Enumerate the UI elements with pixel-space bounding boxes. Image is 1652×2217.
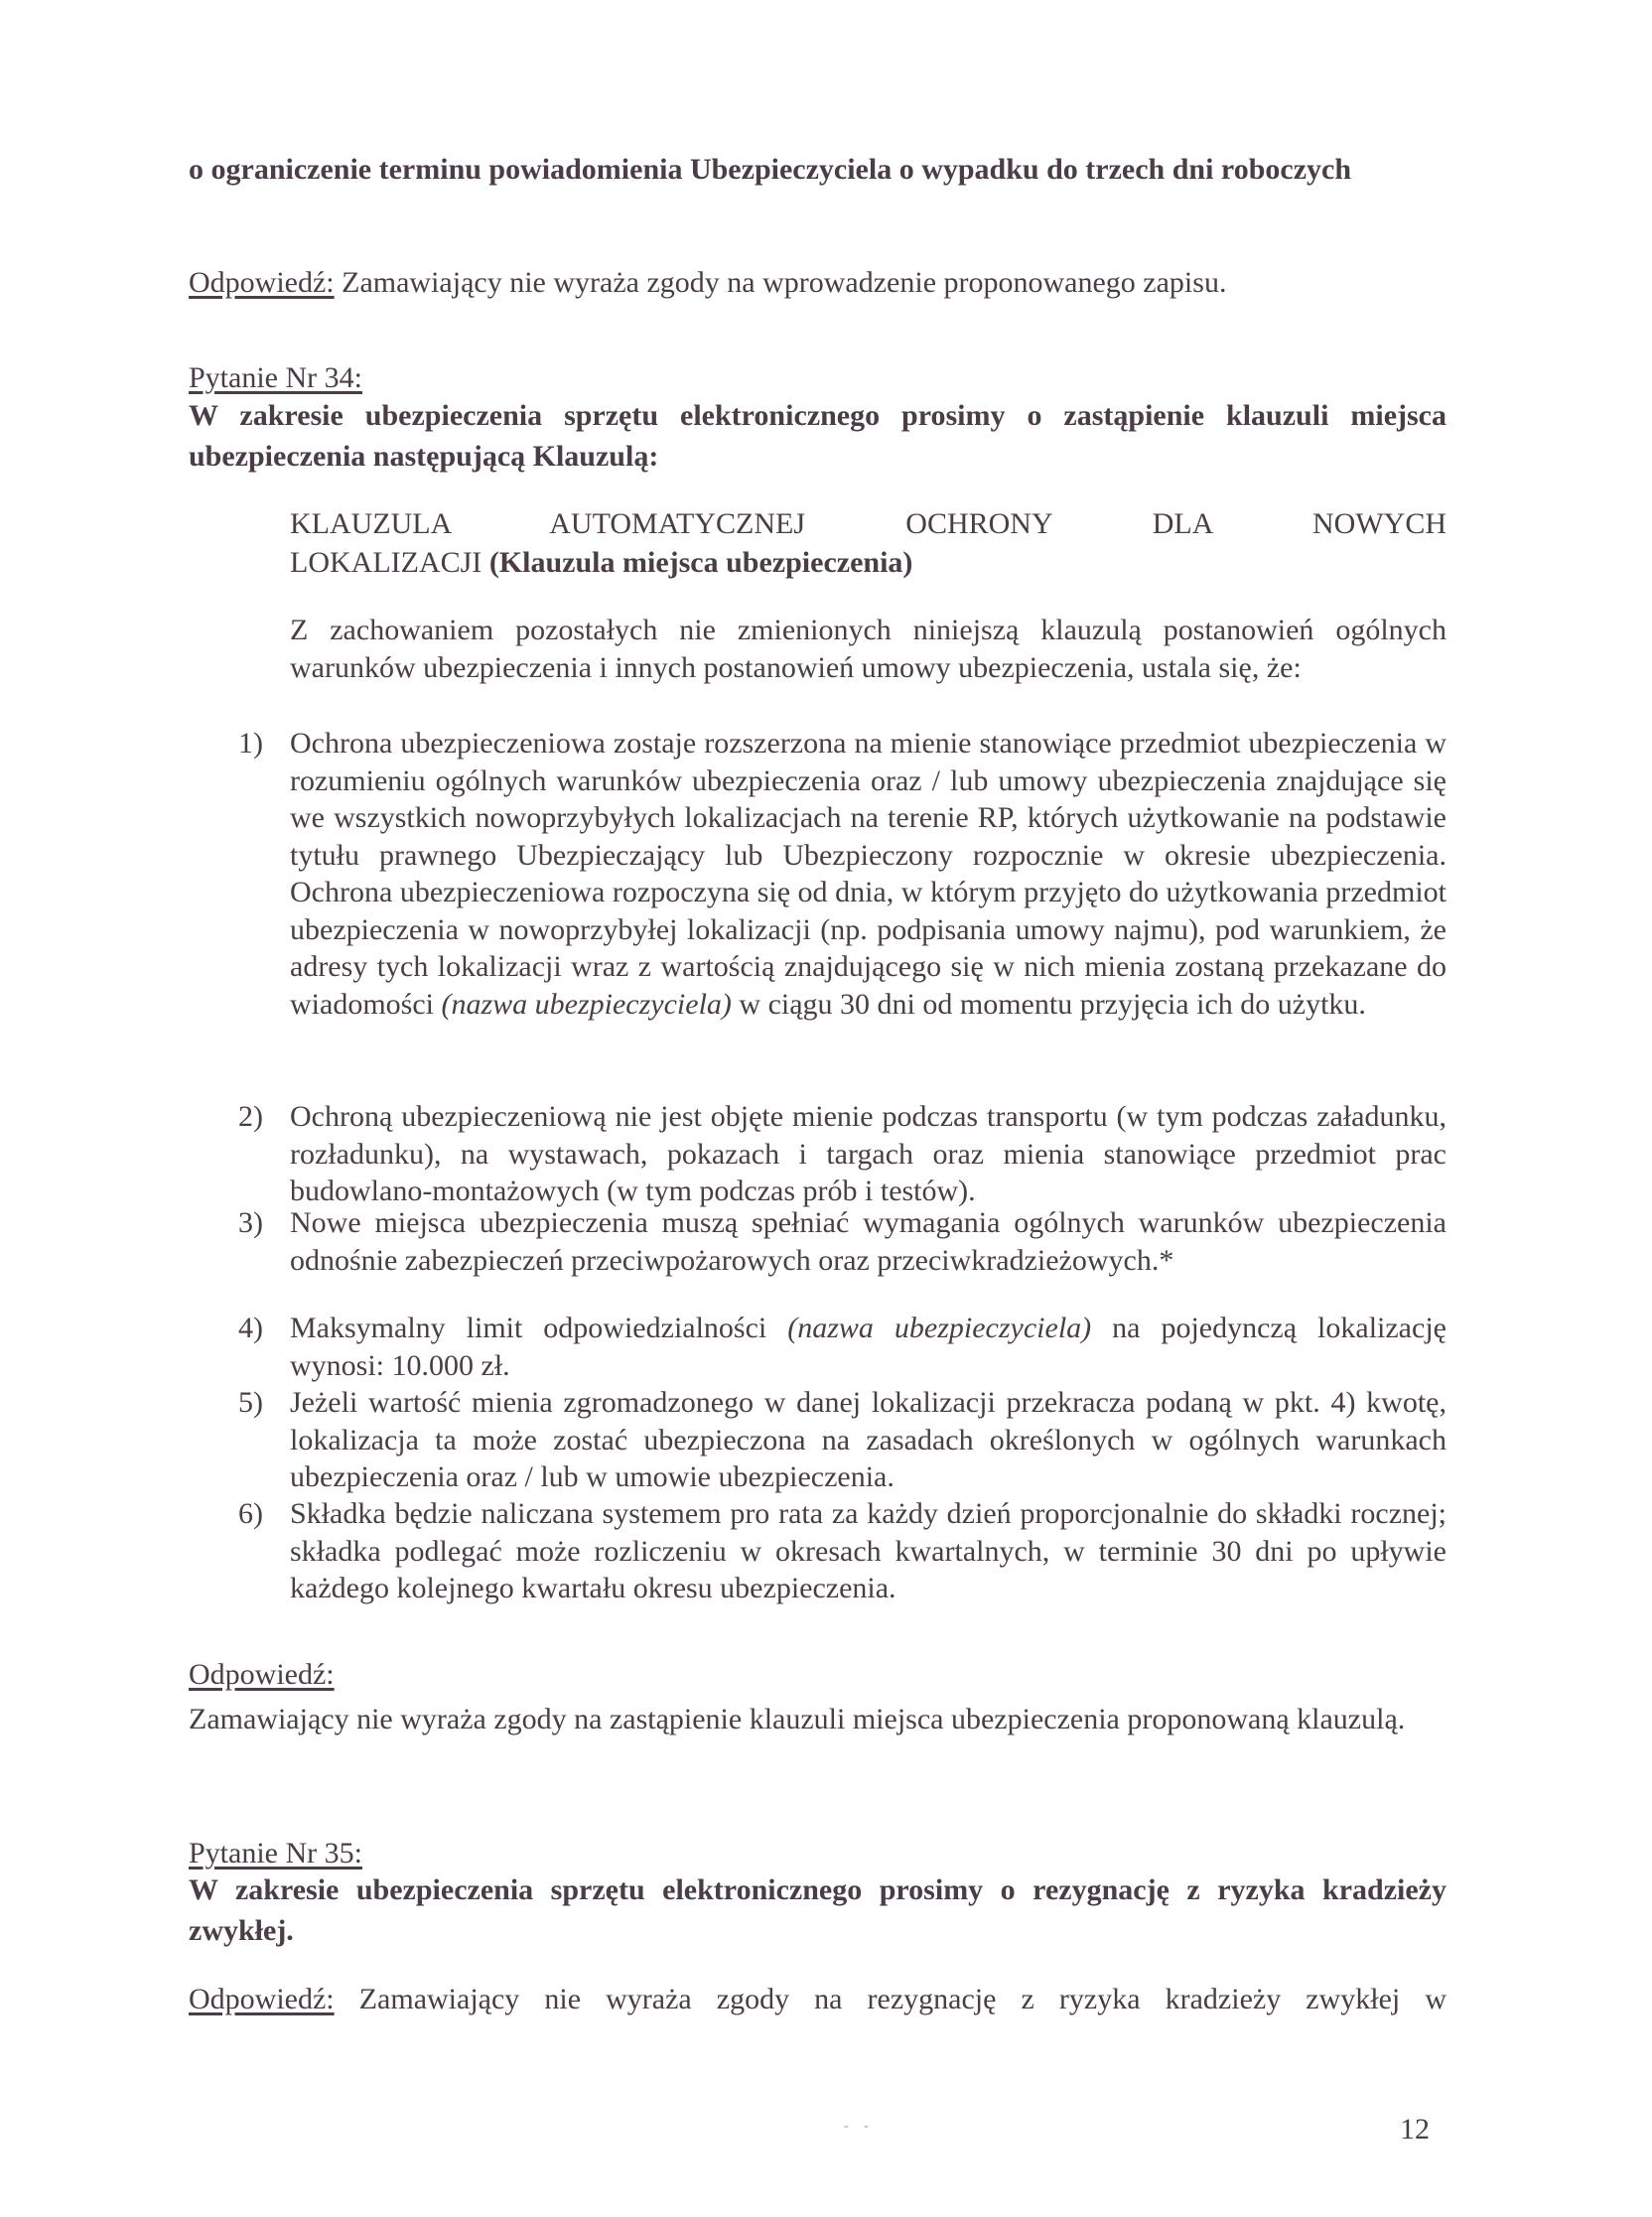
- answer-34-text: Zamawiający nie wyraża zgody na zastąpienie klauzuli miejsca ubezpieczenia proponowaną klauzulą.: [189, 1703, 1406, 1735]
- clause-item-5: [238, 1384, 1446, 1495]
- item-number: 1): [238, 727, 263, 760]
- clause-title-caps: LOKALIZACJI: [290, 546, 482, 579]
- item-number: 3): [238, 1206, 263, 1239]
- insurer-name-placeholder: (nazwa ubezpieczyciela): [441, 987, 732, 1021]
- clause-title-subtitle: (Klauzula miejsca ubezpieczenia): [482, 546, 913, 579]
- answer-35-paragraph: [189, 1979, 1446, 2019]
- item-number: 2): [238, 1100, 263, 1133]
- item-number: 4): [238, 1312, 263, 1344]
- item-text-part: Maksymalny limit odpowiedzialności: [290, 1312, 788, 1344]
- clause-title-line-1: KLAUZULA AUTOMATYCZNEJ OCHRONY DLA NOWYCH: [290, 507, 1446, 540]
- answer-text: Zamawiający nie wyraża zgody na wprowadzenie proponowanego zapisu.: [334, 266, 1227, 299]
- clause-item-2: [238, 1098, 1446, 1209]
- question-34-text: W zakresie ubezpieczenia sprzętu elektronicznego prosimy o zastąpienie klauzuli miejsca ubezpieczenia następującą Klauzulą:: [189, 399, 1446, 473]
- item-text: [290, 1310, 1446, 1384]
- answer-label: Odpowiedź:: [189, 266, 335, 299]
- item-text: Nowe miejsca ubezpieczenia muszą spełniać wymagania ogólnych warunków ubezpieczenia odnośnie zabezpieczeń przeciwpożarowych oraz przeciwkradzieżowych.*: [290, 1206, 1446, 1277]
- item-text-part: na pojedynczą lokalizację wynosi: 10.000 zł.: [290, 1312, 1446, 1382]
- item-text-part: w ciągu 30 dni od momentu przyjęcia ich do użytku.: [731, 987, 1366, 1021]
- answer-text: Zamawiający nie wyraża zgody na rezygnację z ryzyka kradzieży zwykłej w: [334, 1983, 1446, 2015]
- item-number: 5): [238, 1386, 263, 1419]
- clause-title-line-2: [290, 542, 1446, 583]
- item-number: 6): [238, 1497, 263, 1530]
- item-text: Składka będzie naliczana systemem pro rata za każdy dzień proporcjonalnie do składki rocznej; składka podlegać może rozliczeniu w okresach kwartalnych, w terminie 30 dni po upływie każdego kolejnego kwartału okresu ubezpieczenia.: [290, 1497, 1446, 1604]
- page-number: 12: [1400, 2113, 1430, 2146]
- item-text: Jeżeli wartość mienia zgromadzonego w danej lokalizacji przekracza podaną w pkt. 4) kwotę, lokalizacja ta może zostać ubezpieczona na zasadach określonych w ogólnych warunkach ubezpieczenia oraz / lub w umowie ubezpieczenia.: [290, 1386, 1446, 1493]
- intro-heading: o ograniczenie terminu powiadomienia Ubezpieczyciela o wypadku do trzech dni roboczych: [189, 153, 1352, 186]
- clause-item-6: [238, 1495, 1446, 1606]
- item-text: [290, 725, 1446, 1023]
- answer-34-label: Odpowiedź:: [189, 1658, 335, 1691]
- item-text-part: Ochrona ubezpieczeniowa zostaje rozszerzona na mienie stanowiące przedmiot ubezpieczenia w rozumieniu ogólnych warunków ubezpieczenia oraz / lub umowy ubezpieczenia znajdujące się we wszystkich nowoprzybyłych lokalizacjach na terenie RP, których użytkowanie na podstawie tytułu prawnego Ubezpieczający lub Ubezpieczony rozpocznie w okresie ubezpieczenia. Ochrona ubezpieczeniowa rozpoczyna się od dnia, w którym przyjęto do użytkowania przedmiot ubezpieczenia w nowoprzybyłej lokalizacji (np. podpisania umowy najmu), pod warunkiem, że adresy tych lokalizacji wraz z wartością znajdującego się w nich mienia zostaną przekazane do wiadomości: [290, 727, 1446, 1021]
- clause-item-1: [238, 725, 1446, 1102]
- footer-mark: - -: [844, 2119, 875, 2134]
- clause-item-4: [238, 1310, 1446, 1384]
- item-text: Ochroną ubezpieczeniową nie jest objęte mienie podczas transportu (w tym podczas załadunku, rozładunku), na wystawach, pokazach i targach oraz mienia stanowiące przedmiot prac budowlano-montażowych (w tym podczas prób i testów).: [290, 1100, 1446, 1207]
- question-34-label: Pytanie Nr 34:: [189, 361, 362, 394]
- answer-paragraph: [189, 262, 1446, 303]
- clause-preamble: Z zachowaniem pozostałych nie zmienionych niniejszą klauzulą postanowień ogólnych warunków ubezpieczenia i innych postanowień umowy ubezpieczenia, ustala się, że:: [290, 614, 1446, 684]
- answer-label: Odpowiedź:: [189, 1983, 335, 2015]
- question-35-label: Pytanie Nr 35:: [189, 1837, 362, 1870]
- clause-item-3: [238, 1204, 1446, 1316]
- insurer-name-placeholder: (nazwa ubezpieczyciela): [787, 1312, 1092, 1344]
- question-35-text: W zakresie ubezpieczenia sprzętu elektronicznego prosimy o rezygnację z ryzyka kradzieży zwykłej.: [189, 1873, 1446, 1947]
